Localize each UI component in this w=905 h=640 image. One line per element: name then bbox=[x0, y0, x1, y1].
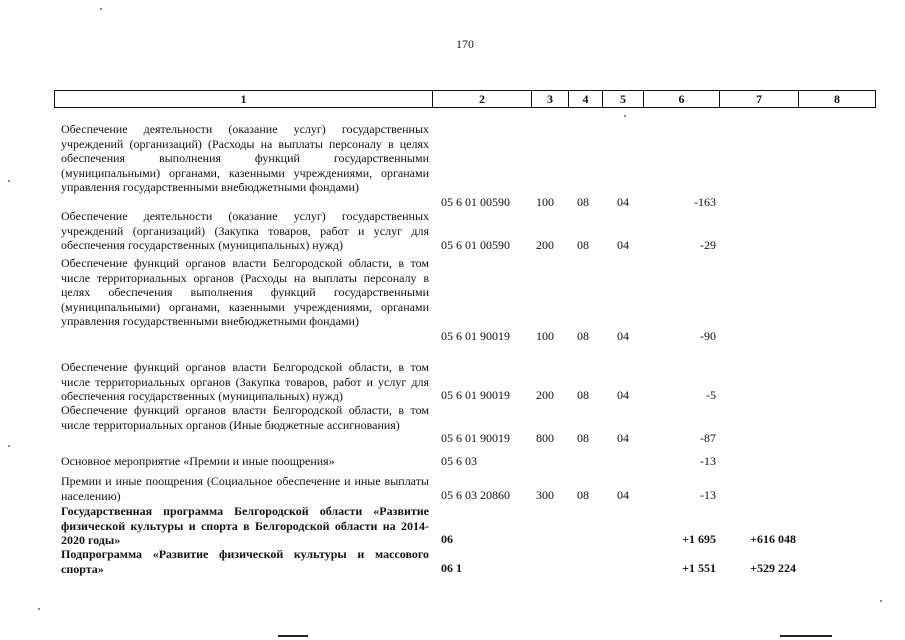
row-description: Обеспечение деятельности (оказание услуг) государственных учреждений (организаций) (Расходы на выплаты персоналу в целях обеспечения выполнения функций государственными (муниципальными) органами, казенными учреждениями, органами управления государственными внебюджетными фондами) bbox=[61, 122, 429, 195]
row-description: Основное мероприятие «Премии и иные поощрения» bbox=[61, 454, 335, 468]
row-col3: 200 bbox=[536, 388, 554, 402]
column-header-5: 5 bbox=[603, 91, 644, 108]
row-code: 05 6 01 90019 bbox=[441, 388, 510, 402]
row-code: 05 6 01 90019 bbox=[441, 329, 510, 343]
row-col6: -87 bbox=[700, 431, 716, 445]
row-code: 06 bbox=[441, 532, 453, 546]
row-col3: 100 bbox=[536, 329, 554, 343]
row-col5: 04 bbox=[617, 488, 629, 502]
column-header-3: 3 bbox=[532, 91, 569, 108]
row-col4: 08 bbox=[577, 488, 589, 502]
column-header-8: 8 bbox=[799, 91, 876, 108]
column-header-row bbox=[54, 90, 876, 108]
row-col3: 100 bbox=[536, 195, 554, 209]
row-col6: -13 bbox=[700, 454, 716, 468]
row-col4: 08 bbox=[577, 431, 589, 445]
row-col3: 800 bbox=[536, 431, 554, 445]
scan-speck bbox=[624, 115, 626, 117]
row-col6: +1 695 bbox=[682, 532, 716, 546]
scan-speck bbox=[38, 608, 40, 610]
scan-speck bbox=[880, 600, 882, 602]
scan-speck bbox=[8, 180, 10, 182]
column-header-7: 7 bbox=[720, 91, 799, 108]
row-col4: 08 bbox=[577, 195, 589, 209]
row-code: 05 6 03 20860 bbox=[441, 488, 510, 502]
scan-speck bbox=[8, 445, 10, 447]
row-col4: 08 bbox=[577, 238, 589, 252]
row-description: Подпрограмма «Развитие физической культуры и массового спорта» bbox=[61, 547, 429, 576]
column-header-6: 6 bbox=[644, 91, 720, 108]
row-col5: 04 bbox=[617, 238, 629, 252]
row-col6: +1 551 bbox=[682, 561, 716, 575]
row-code: 06 1 bbox=[441, 561, 462, 575]
row-col6: -90 bbox=[700, 329, 716, 343]
row-col5: 04 bbox=[617, 329, 629, 343]
row-col3: 200 bbox=[536, 238, 554, 252]
row-description: Обеспечение функций органов власти Белгородской области, в том числе территориальных органов (Расходы на выплаты персоналу в целях обеспечения выполнения функций государственными (муниципальными) органами, казенными учреждениями, органами управления государственными внебюджетными фондами) bbox=[61, 256, 429, 329]
row-description: Обеспечение функций органов власти Белгородской области, в том числе территориальных органов (Иные бюджетные ассигнования) bbox=[61, 403, 429, 432]
row-col5: 04 bbox=[617, 388, 629, 402]
row-col6: -5 bbox=[706, 388, 716, 402]
row-col5: 04 bbox=[617, 431, 629, 445]
page-edge-mark bbox=[278, 635, 308, 637]
row-description: Обеспечение функций органов власти Белгородской области, в том числе территориальных органов (Закупка товаров, работ и услуг для обеспечения государственных (муниципальных) нужд) bbox=[61, 360, 429, 404]
row-col6: -163 bbox=[694, 195, 716, 209]
row-code: 05 6 03 bbox=[441, 454, 477, 468]
row-description: Премии и иные поощрения (Социальное обеспечение и иные выплаты населению) bbox=[61, 474, 429, 503]
page-edge-mark bbox=[780, 635, 832, 637]
row-col7: +529 224 bbox=[750, 561, 796, 575]
column-header-4: 4 bbox=[569, 91, 603, 108]
scan-speck bbox=[100, 8, 102, 10]
page-number: 170 bbox=[456, 37, 474, 51]
column-header-2: 2 bbox=[433, 91, 532, 108]
row-col5: 04 bbox=[617, 195, 629, 209]
row-code: 05 6 01 00590 bbox=[441, 195, 510, 209]
row-description: Государственная программа Белгородской области «Развитие физической культуры и спорта в Белгородской области на 2014-2020 годы» bbox=[61, 504, 429, 548]
row-col4: 08 bbox=[577, 388, 589, 402]
row-col4: 08 bbox=[577, 329, 589, 343]
row-col6: -29 bbox=[700, 238, 716, 252]
row-code: 05 6 01 90019 bbox=[441, 431, 510, 445]
row-description: Обеспечение деятельности (оказание услуг) государственных учреждений (организаций) (Закупка товаров, работ и услуг для обеспечения государственных (муниципальных) нужд) bbox=[61, 209, 429, 253]
row-col3: 300 bbox=[536, 488, 554, 502]
row-code: 05 6 01 00590 bbox=[441, 238, 510, 252]
row-col6: -13 bbox=[700, 488, 716, 502]
column-header-1: 1 bbox=[55, 91, 433, 108]
row-col7: +616 048 bbox=[750, 532, 796, 546]
